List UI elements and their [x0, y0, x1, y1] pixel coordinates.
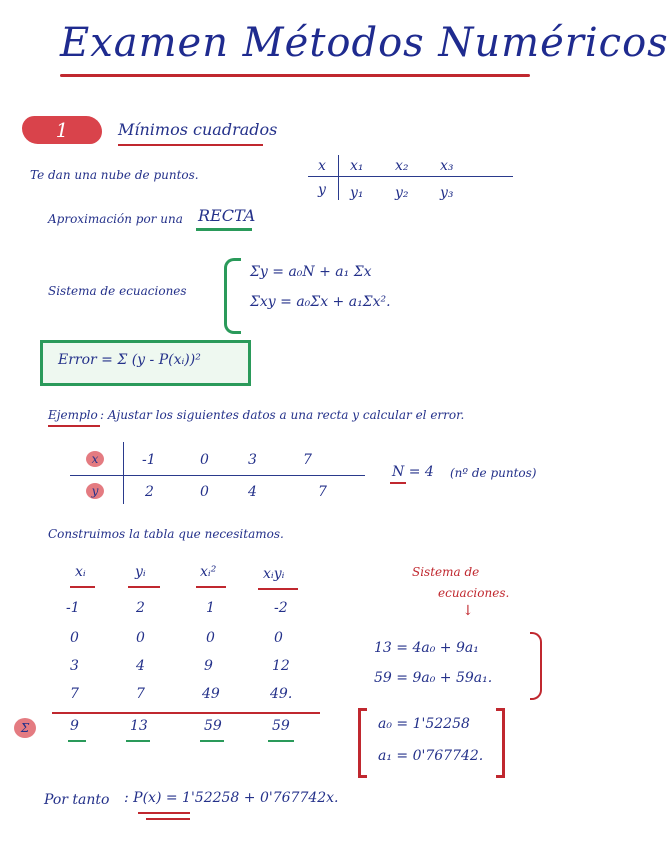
- calc-cell: 4: [136, 658, 145, 674]
- conclusion-underline: [138, 812, 190, 814]
- example-text: : Ajustar los siguientes datos a una recta y calcular el error.: [100, 408, 465, 422]
- intro-x-label: x: [318, 158, 326, 174]
- calc-sum-underline: [268, 740, 294, 742]
- calc-header-underline: [258, 588, 298, 590]
- calc-sum: 13: [130, 718, 148, 734]
- system-eq2: Σxy = a₀Σx + a₁Σx².: [250, 294, 391, 310]
- example-table-hline: [70, 475, 365, 476]
- example-x-value: 7: [303, 452, 312, 468]
- example-n-underline: [390, 482, 406, 484]
- intro-x2: x₂: [395, 158, 409, 174]
- intro-y3: y₃: [440, 185, 454, 201]
- intro-x1: x₁: [350, 158, 364, 174]
- page-title: Examen Métodos Numéricos: [60, 20, 669, 66]
- calc-sum-underline: [68, 740, 86, 742]
- solution-a0: a₀ = 1'52258: [378, 716, 470, 732]
- example-y-value: 4: [248, 484, 257, 500]
- calc-sum-symbol: Σ: [14, 718, 36, 738]
- example-n: N = 4: [392, 464, 434, 480]
- example-y-value: 7: [318, 484, 327, 500]
- calc-cell: 49.: [270, 686, 293, 702]
- calc-cell: -2: [274, 600, 288, 616]
- intro-y2: y₂: [395, 185, 409, 201]
- solution-arrow: ↓: [462, 603, 474, 619]
- system-brace: [224, 258, 241, 334]
- intro-table-vline: [338, 155, 339, 200]
- calc-cell: 0: [70, 630, 79, 646]
- example-x-label: x: [86, 451, 104, 467]
- calc-sum-underline: [126, 740, 150, 742]
- calc-cell: 9: [204, 658, 213, 674]
- intro-y1: y₁: [350, 185, 364, 201]
- solution-eq2: 59 = 9a₀ + 59a₁.: [374, 670, 493, 686]
- solution-eq1: 13 = 4a₀ + 9a₁: [374, 640, 479, 656]
- calc-sum-underline: [200, 740, 224, 742]
- example-label-underline: [48, 425, 100, 427]
- example-y-label: y: [86, 483, 104, 499]
- calc-header-underline: [128, 586, 160, 588]
- calc-cell: 2: [136, 600, 145, 616]
- system-label: Sistema de ecuaciones: [48, 284, 187, 298]
- solution-label-1: Sistema de: [412, 565, 480, 579]
- conclusion-prefix: Por tanto: [44, 792, 110, 808]
- calc-cell: 49: [202, 686, 220, 702]
- intro-y-label: y: [318, 182, 326, 198]
- example-x-value: 0: [200, 452, 209, 468]
- approx-keyword: RECTA: [198, 206, 256, 225]
- calc-sum: 59: [272, 718, 290, 734]
- section-title-underline: [118, 144, 263, 146]
- example-table-vline: [123, 442, 124, 504]
- example-y-value: 2: [145, 484, 154, 500]
- calc-header: xᵢyᵢ: [263, 566, 285, 582]
- intro-x3: x₃: [440, 158, 454, 174]
- calc-header: xᵢ²: [200, 564, 217, 580]
- calc-cell: 3: [70, 658, 79, 674]
- calc-cell: 7: [70, 686, 79, 702]
- example-n-note: (nº de puntos): [450, 466, 537, 480]
- calc-sum: 59: [204, 718, 222, 734]
- approx-keyword-underline: [196, 228, 252, 231]
- title-underline: [60, 74, 530, 77]
- calc-cell: 0: [274, 630, 283, 646]
- calc-header: xᵢ: [75, 564, 86, 580]
- solution-a1: a₁ = 0'767742.: [378, 748, 484, 764]
- example-y-value: 0: [200, 484, 209, 500]
- calc-cell: -1: [66, 600, 80, 616]
- approx-prefix: Aproximación por una: [48, 212, 183, 226]
- solution-label-2: ecuaciones.: [438, 586, 510, 600]
- calc-sum-line: [52, 712, 320, 714]
- intro-text: Te dan una nube de puntos.: [30, 168, 199, 182]
- error-formula: Error = Σ (y - P(xᵢ))²: [58, 352, 201, 368]
- example-x-value: 3: [248, 452, 257, 468]
- conclusion-underline-2: [146, 818, 190, 820]
- conclusion-result: : P(x) = 1'52258 + 0'767742x.: [124, 790, 339, 806]
- calc-header-underline: [196, 586, 226, 588]
- calc-cell: 0: [136, 630, 145, 646]
- calc-header-underline: [70, 586, 95, 588]
- build-text: Construimos la tabla que necesitamos.: [48, 527, 284, 541]
- calc-cell: 12: [272, 658, 290, 674]
- section-title: Mínimos cuadrados: [118, 120, 278, 139]
- calc-cell: 0: [206, 630, 215, 646]
- example-label: Ejemplo: [48, 408, 98, 422]
- system-eq1: Σy = a₀N + a₁ Σx: [250, 264, 372, 280]
- example-x-value: -1: [142, 452, 156, 468]
- solution-system-brace: [530, 632, 542, 700]
- calc-cell: 7: [136, 686, 145, 702]
- solution-left-bracket: [358, 708, 367, 778]
- solution-right-bracket: [496, 708, 505, 778]
- calc-header: yᵢ: [135, 564, 146, 580]
- section-number-badge: 1: [22, 116, 102, 144]
- calc-sum: 9: [70, 718, 79, 734]
- calc-cell: 1: [206, 600, 215, 616]
